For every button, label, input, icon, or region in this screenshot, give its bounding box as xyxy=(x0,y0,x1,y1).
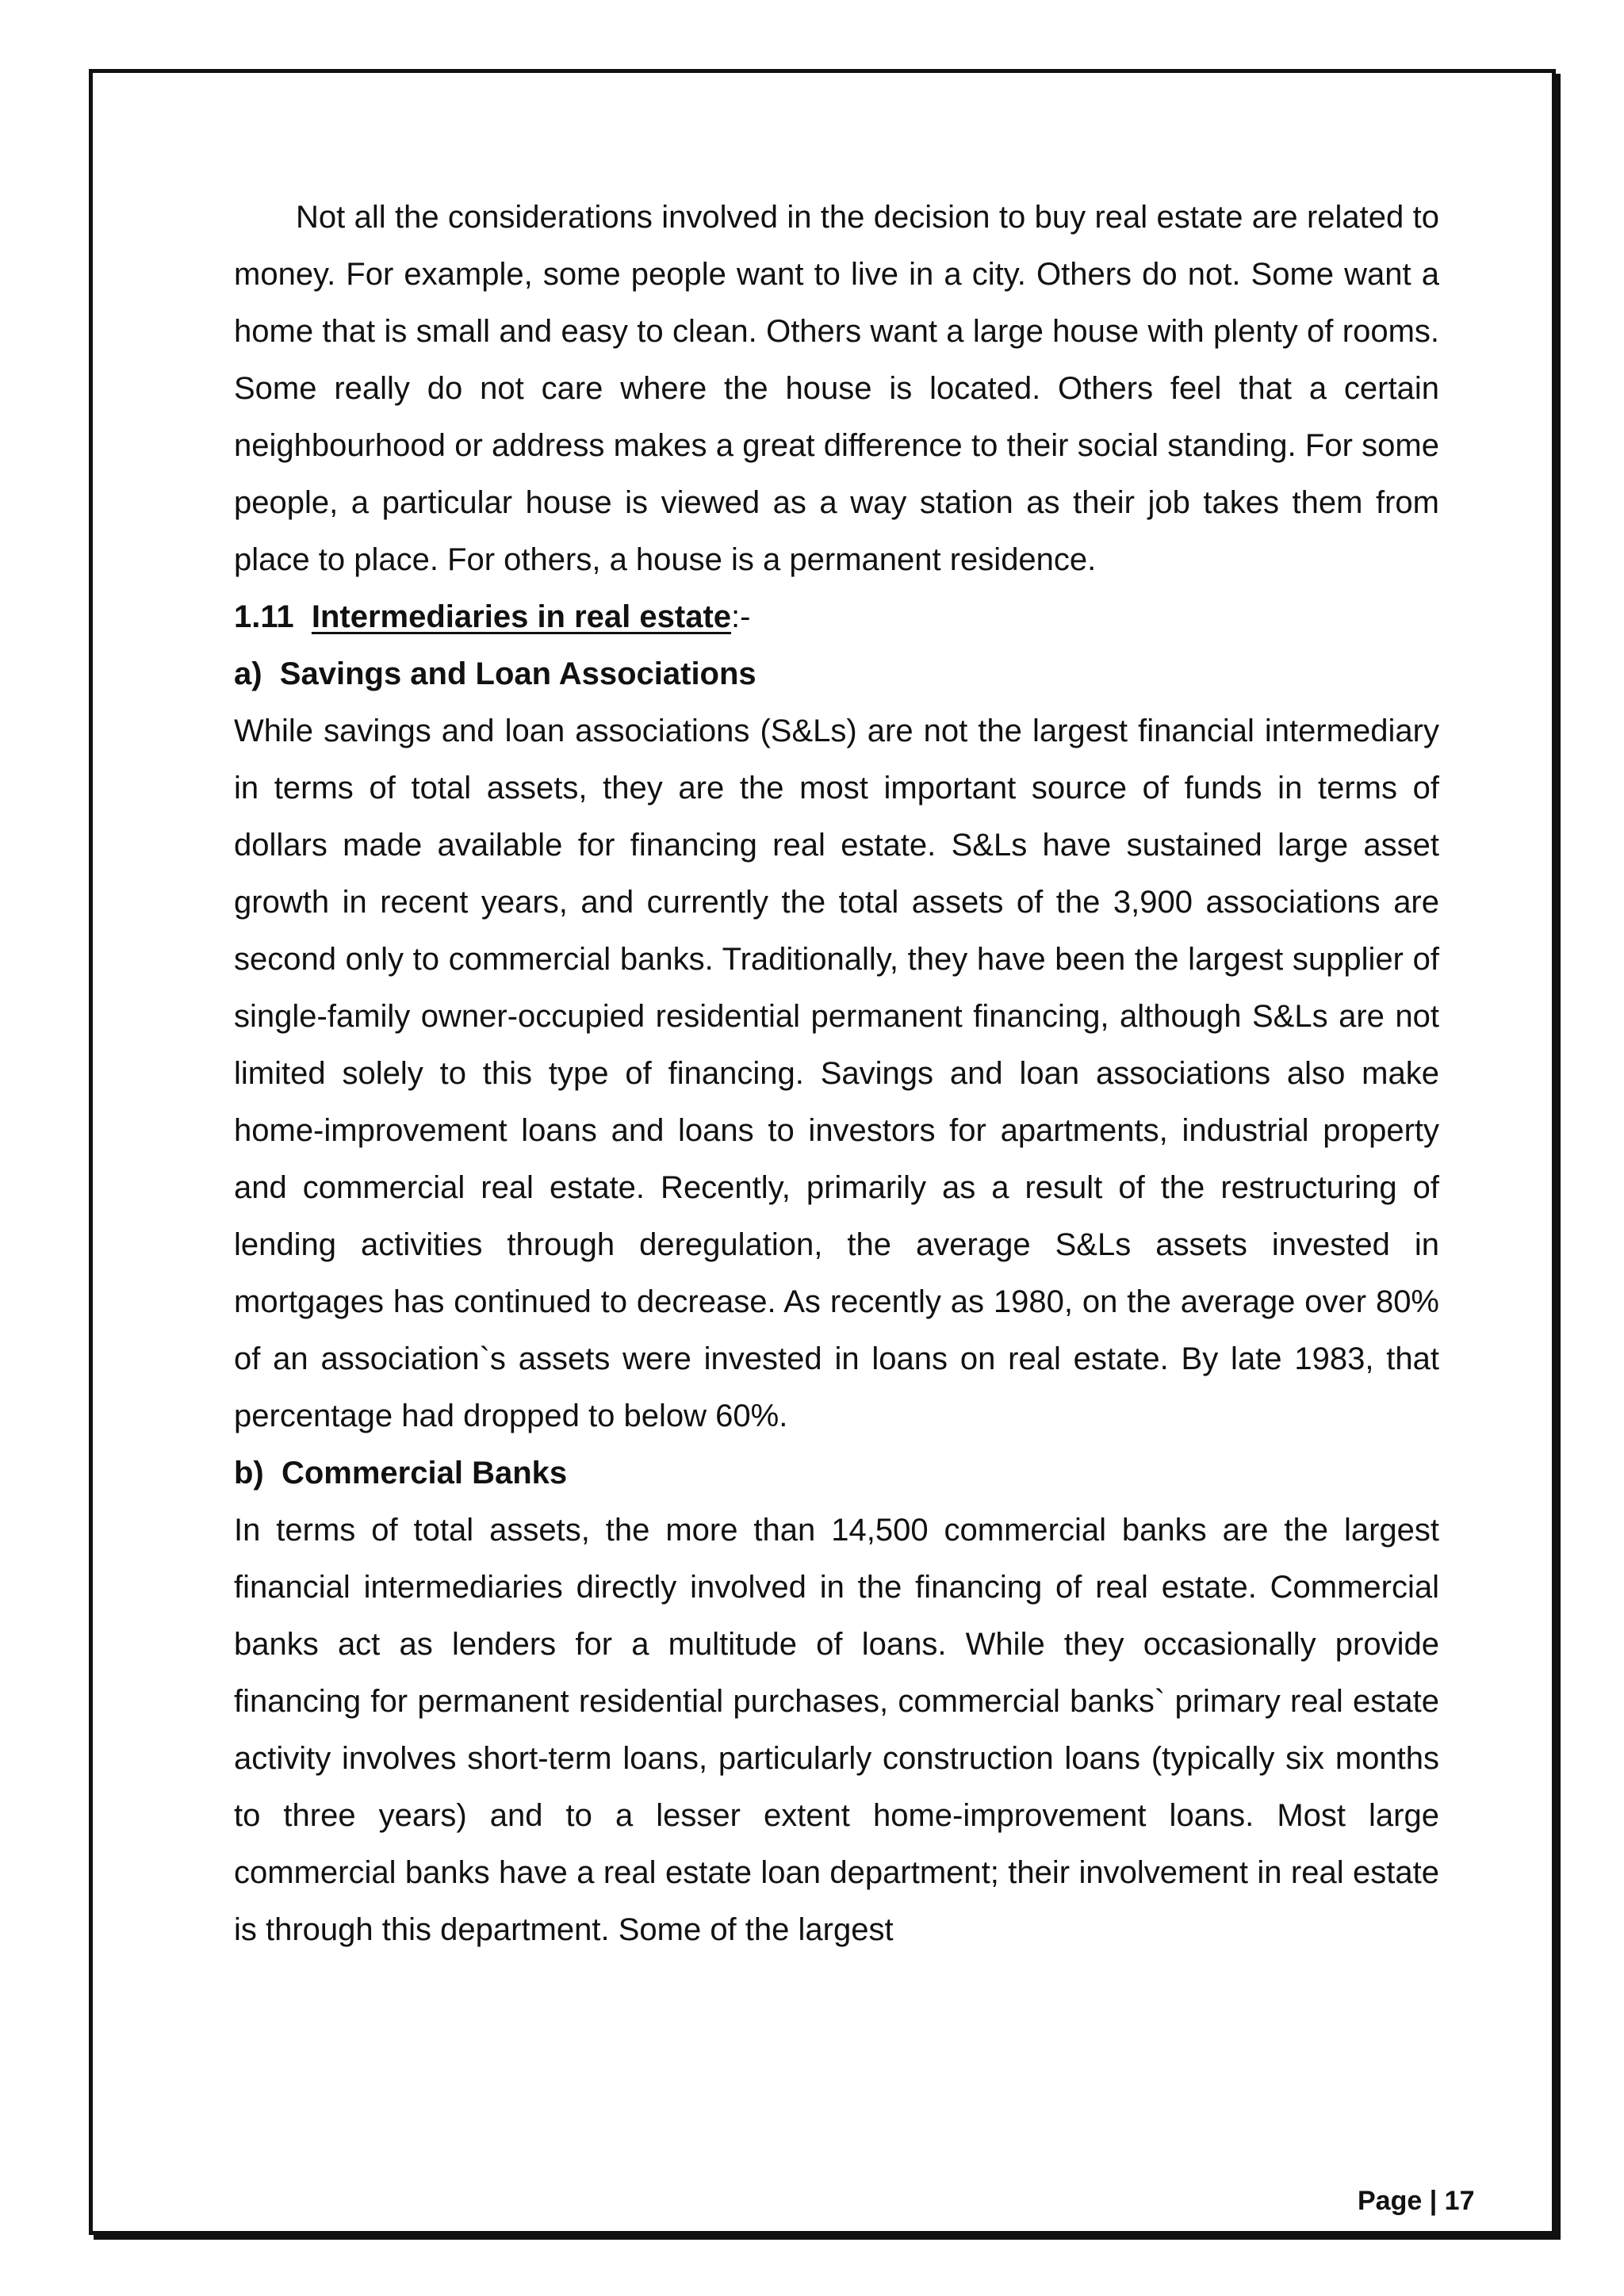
section-heading xyxy=(234,588,1439,645)
savings-loan-paragraph: While savings and loan associations (S&Ls) are not the largest financial intermediary in terms of total assets, they are the most important source of funds in terms of dollars made available for financing real estate. S&Ls have sustained large asset growth in recent years, and currently the total assets of the 3,900 associations are second only to commercial banks. Traditionally, they have been the largest supplier of single-family owner-occupied residential permanent financing, although S&Ls are not limited solely to this type of financing. Savings and loan associations also make home-improvement loans and loans to investors for apartments, industrial property and commercial real estate. Recently, primarily as a result of the restructuring of lending activities through deregulation, the average S&Ls assets invested in mortgages has continued to decrease. As recently as 1980, on the average over 80% of an association`s assets were invested in loans on real estate. By late 1983, that percentage had dropped to below 60%. xyxy=(234,714,1439,1433)
intro-paragraph: Not all the considerations involved in the decision to buy real estate are related to money. For example, some people want to live in a city. Others do not. Some want a home that is small and easy to clean. Others want a large house with plenty of rooms. Some really do not care where the house is located. Others feel that a certain neighbourhood or address makes a great difference to their social standing. For some people, a particular house is viewed as a way station as their job takes them from place to place. For others, a house is a permanent residence. xyxy=(234,200,1439,577)
subheading-savings-loan: a) Savings and Loan Associations xyxy=(234,656,756,691)
section-number: 1.11 xyxy=(234,599,312,634)
page-body xyxy=(234,189,1439,1958)
page-number: Page | 17 xyxy=(1358,2186,1475,2216)
section-suffix: :- xyxy=(731,599,751,634)
subheading-commercial-banks: b) Commercial Banks xyxy=(234,1456,568,1490)
section-title: Intermediaries in real estate xyxy=(311,599,732,634)
commercial-banks-paragraph: In terms of total assets, the more than 14,500 commercial banks are the largest financial intermediaries directly involved in the financing of real estate. Commercial banks act as lenders for a multitude of loans. While they occasionally provide financing for permanent residential purchases, commercial banks` primary real estate activity involves short-term loans, particularly construction loans (typically six months to three years) and to a lesser extent home-improvement loans. Most large commercial banks have a real estate loan department; their involvement in real estate is through this department. Some of the largest xyxy=(234,1513,1439,1947)
